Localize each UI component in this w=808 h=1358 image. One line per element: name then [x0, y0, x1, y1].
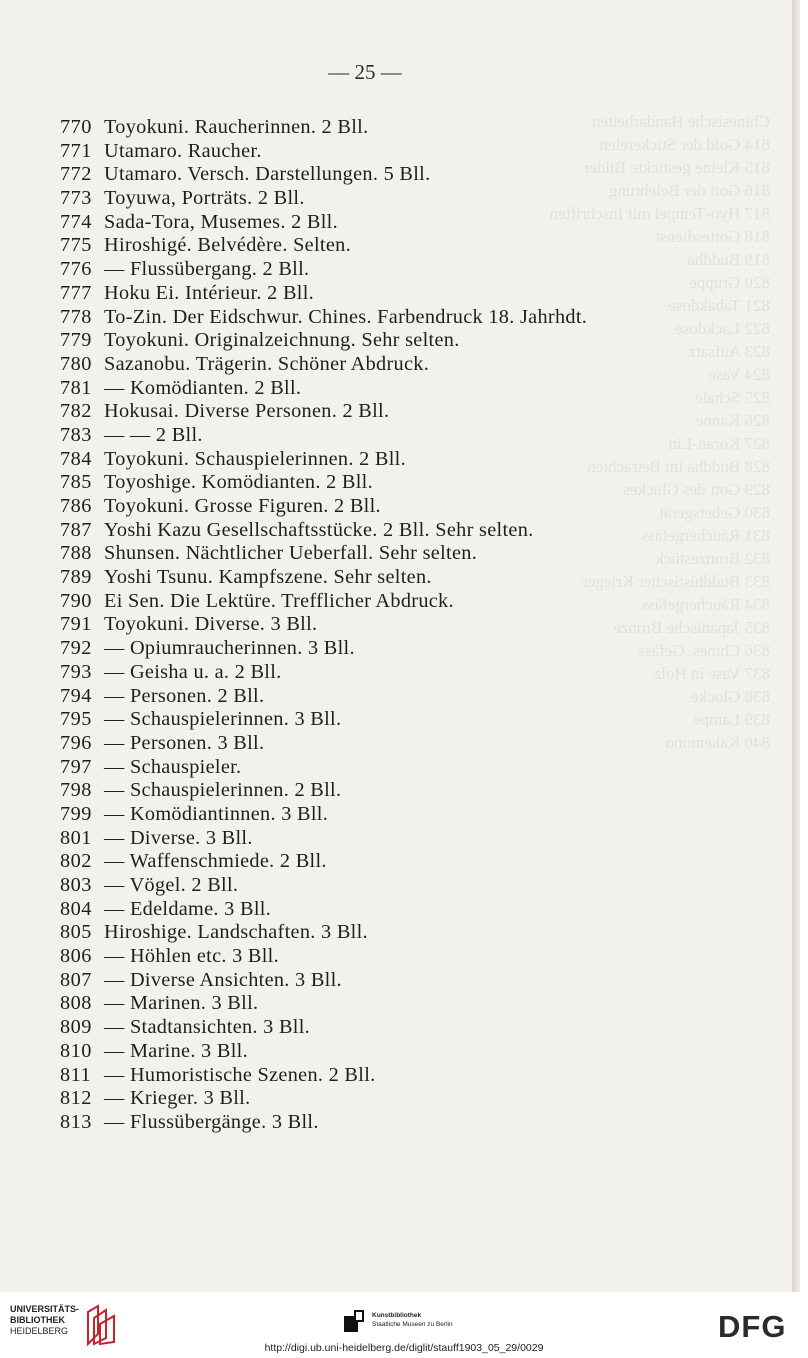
entry-text: — Komödianten. 2 Bll.: [104, 376, 302, 399]
bleed-through-text: Chinesische Handarbeiten 814 Gold der Stickereien 815 Kleine gestickte Bilder 816 Gott der Belehrung 817 Hyo-Tempel mit Inschriften 818 Gottesdienst 819 Buddha 820 Gruppe 821 Tabakdose 822 Lackdose 823 Aufsatz 824 Vase 825 Schale 826 Kanne 827 Koran-Lin 828 Buddha im Betrachten 829 Gott des Glückes 830 Gebetsgerät 831 Räuchergefäss 832 Bronzestück 833 Buddhistischer Krieger 834 Räuchergefäss 835 Japanische Bronze 836 Chines. Gefäss 837 Vase in Holz 838 Glocke 839 Lampe 840 Kakemono: [549, 112, 770, 752]
ub-logo-text: [10, 1304, 90, 1337]
entry-text: — Vögel. 2 Bll.: [104, 874, 239, 896]
kb-logo-line2: Staatliche Museen zu Berlin: [372, 1321, 453, 1328]
entry-text: Ei Sen. Die Lektüre. Trefflicher Abdruck.: [104, 589, 454, 612]
catalog-entry: [60, 542, 720, 566]
entry-number: 781: [60, 376, 92, 399]
entry-text: Sada-Tora, Musemes. 2 Bll.: [104, 210, 338, 233]
catalog-entry: [60, 519, 720, 543]
catalog-entry: [60, 258, 720, 282]
entry-text: — Flussübergang. 2 Bll.: [104, 258, 310, 281]
entry-text: — Diverse Ansichten. 3 Bll.: [104, 968, 342, 991]
entry-number: 776: [60, 258, 92, 281]
entry-number: 774: [60, 210, 92, 233]
ub-logo-line1: UNIVERSITÄTS-: [10, 1304, 80, 1314]
entry-number: 802: [60, 850, 92, 873]
entry-number: 799: [60, 802, 92, 825]
catalog-entry: [60, 1087, 720, 1111]
entry-text: — Personen. 2 Bll.: [104, 684, 265, 707]
catalog-entry: [60, 732, 720, 756]
catalog-entry: [60, 471, 720, 495]
catalog-entry: [60, 756, 720, 780]
kunstbibliothek-text: [372, 1311, 453, 1329]
entry-text: — Diverse. 3 Bll.: [104, 826, 253, 849]
entry-text: Hiroshigé. Belvédère. Selten.: [104, 234, 351, 257]
entry-text: Hokusai. Diverse Personen. 2 Bll.: [104, 400, 390, 423]
entry-text: — Opiumraucherinnen. 3 Bll.: [104, 637, 355, 660]
catalog-entry: [60, 448, 720, 472]
catalog-entry: [60, 424, 720, 448]
entry-number: 790: [60, 589, 92, 612]
ub-logo-line3: HEIDELBERG: [10, 1326, 69, 1336]
entry-number: 773: [60, 187, 92, 210]
catalog-entry: [60, 400, 720, 424]
entry-number: 804: [60, 897, 92, 920]
catalog-entry: [60, 1040, 720, 1064]
catalog-entry: [60, 306, 720, 330]
entry-text: Utamaro. Raucher.: [104, 139, 262, 162]
entry-number: 812: [60, 1087, 92, 1110]
entry-text: — Edeldame. 3 Bll.: [104, 897, 272, 920]
page-edge: [792, 0, 800, 1292]
entry-text: — Schauspieler.: [104, 755, 242, 778]
catalog-entry: [60, 353, 720, 377]
catalog-entry: [60, 637, 720, 661]
source-url-link[interactable]: http://digi.ub.uni-heidelberg.de/diglit/stauff1903_05_29/0029: [264, 1342, 544, 1354]
catalog-entry: [60, 116, 720, 140]
catalog-entry: [60, 921, 720, 945]
entry-number: 803: [60, 874, 92, 896]
entry-text: — Höhlen etc. 3 Bll.: [104, 945, 279, 968]
entry-text: Yoshi Kazu Gesellschaftsstücke. 2 Bll. Sehr selten.: [104, 518, 534, 541]
entry-text: — Schauspielerinnen. 3 Bll.: [104, 708, 342, 731]
catalog-entry: [60, 211, 720, 235]
kunstbibliothek-logo[interactable]: [344, 1308, 484, 1338]
entry-number: 789: [60, 566, 92, 589]
catalog-entry: [60, 590, 720, 614]
catalog-entry-list: [60, 116, 720, 1135]
catalog-entry: [60, 377, 720, 401]
catalog-entry: [60, 874, 720, 898]
entry-text: — Krieger. 3 Bll.: [104, 1087, 251, 1110]
catalog-entry: [60, 827, 720, 851]
entry-text: — Waffenschmiede. 2 Bll.: [104, 850, 327, 873]
entry-number: 772: [60, 163, 92, 186]
entry-text: — Schauspielerinnen. 2 Bll.: [104, 779, 342, 802]
entry-number: 787: [60, 518, 92, 541]
entry-text: — — 2 Bll.: [104, 423, 203, 446]
entry-text: — Personen. 3 Bll.: [104, 731, 265, 754]
catalog-entry: [60, 779, 720, 803]
dfg-logo[interactable]: DFG: [718, 1309, 787, 1344]
entry-text: Toyokuni. Diverse. 3 Bll.: [104, 613, 318, 636]
entry-number: 807: [60, 968, 92, 991]
catalog-entry: [60, 495, 720, 519]
entry-number: 795: [60, 708, 92, 731]
entry-text: Sazanobu. Trägerin. Schöner Abdruck.: [104, 352, 430, 375]
entry-number: 783: [60, 423, 92, 446]
entry-number: 810: [60, 1039, 92, 1062]
entry-text: — Flussübergänge. 3 Bll.: [104, 1110, 319, 1133]
entry-text: — Marine. 3 Bll.: [104, 1039, 248, 1062]
entry-number: 792: [60, 637, 92, 660]
entry-number: 782: [60, 400, 92, 423]
entry-number: 794: [60, 684, 92, 707]
entry-text: — Humoristische Szenen. 2 Bll.: [104, 1063, 376, 1086]
catalog-entry: [60, 969, 720, 993]
entry-text: Toyokuni. Raucherinnen. 2 Bll.: [104, 116, 369, 138]
kb-logo-line1: Kunstbibliothek: [372, 1312, 422, 1319]
entry-number: 770: [60, 116, 92, 138]
entry-text: Toyoshige. Komödianten. 2 Bll.: [104, 471, 373, 494]
catalog-entry: [60, 945, 720, 969]
catalog-entry: [60, 613, 720, 637]
catalog-entry: [60, 898, 720, 922]
catalog-entry: [60, 708, 720, 732]
entry-number: 809: [60, 1016, 92, 1039]
entry-number: 777: [60, 281, 92, 304]
entry-number: 771: [60, 139, 92, 162]
entry-text: Shunsen. Nächtlicher Ueberfall. Sehr selten.: [104, 542, 478, 565]
entry-text: — Geisha u. a. 2 Bll.: [104, 660, 282, 683]
entry-text: Toyuwa, Porträts. 2 Bll.: [104, 187, 305, 210]
catalog-entry: [60, 140, 720, 164]
catalog-entry: [60, 1016, 720, 1040]
entry-text: — Stadtansichten. 3 Bll.: [104, 1016, 311, 1039]
entry-number: 801: [60, 826, 92, 849]
kunstbibliothek-emblem-icon: [344, 1310, 364, 1332]
entry-number: 793: [60, 660, 92, 683]
entry-text: Toyokuni. Grosse Figuren. 2 Bll.: [104, 495, 381, 517]
page-number: — 25 —: [328, 60, 402, 84]
entry-number: 788: [60, 542, 92, 565]
entry-text: To-Zin. Der Eidschwur. Chines. Farbendruck 18. Jahrhdt.: [104, 305, 588, 328]
catalog-entry: [60, 187, 720, 211]
catalog-entry: [60, 1064, 720, 1088]
catalog-entry: [60, 803, 720, 827]
entry-number: 779: [60, 329, 92, 352]
catalog-entry: [60, 661, 720, 685]
entry-number: 797: [60, 755, 92, 778]
entry-number: 805: [60, 921, 92, 944]
entry-number: 811: [60, 1063, 92, 1086]
entry-text: Hoku Ei. Intérieur. 2 Bll.: [104, 281, 315, 304]
catalog-entry: [60, 329, 720, 353]
entry-number: 796: [60, 731, 92, 754]
entry-number: 798: [60, 779, 92, 802]
entry-number: 791: [60, 613, 92, 636]
ub-heidelberg-emblem-icon: [84, 1304, 118, 1346]
entry-number: 806: [60, 945, 92, 968]
entry-text: Toyokuni. Schauspielerinnen. 2 Bll.: [104, 447, 406, 470]
entry-number: 813: [60, 1110, 92, 1133]
catalog-entry: [60, 566, 720, 590]
entry-number: 785: [60, 471, 92, 494]
entry-text: Utamaro. Versch. Darstellungen. 5 Bll.: [104, 163, 431, 186]
catalog-entry: [60, 1111, 720, 1135]
catalog-entry: [60, 282, 720, 306]
entry-number: 775: [60, 234, 92, 257]
entry-number: 786: [60, 495, 92, 517]
entry-text: Toyokuni. Originalzeichnung. Sehr selten.: [104, 329, 460, 352]
entry-number: 778: [60, 305, 92, 328]
entry-text: Hiroshige. Landschaften. 3 Bll.: [104, 921, 368, 944]
entry-number: 784: [60, 447, 92, 470]
entry-number: 808: [60, 992, 92, 1015]
entry-number: 780: [60, 352, 92, 375]
catalog-entry: [60, 992, 720, 1016]
entry-text: — Komödiantinnen. 3 Bll.: [104, 802, 329, 825]
entry-text: Yoshi Tsunu. Kampfszene. Sehr selten.: [104, 566, 432, 589]
footer: [0, 1292, 808, 1358]
catalog-entry: [60, 163, 720, 187]
ub-logo-line2: BIBLIOTHEK: [10, 1315, 65, 1325]
entry-text: — Marinen. 3 Bll.: [104, 992, 259, 1015]
catalog-entry: [60, 685, 720, 709]
catalog-entry: [60, 234, 720, 258]
catalog-entry: [60, 850, 720, 874]
